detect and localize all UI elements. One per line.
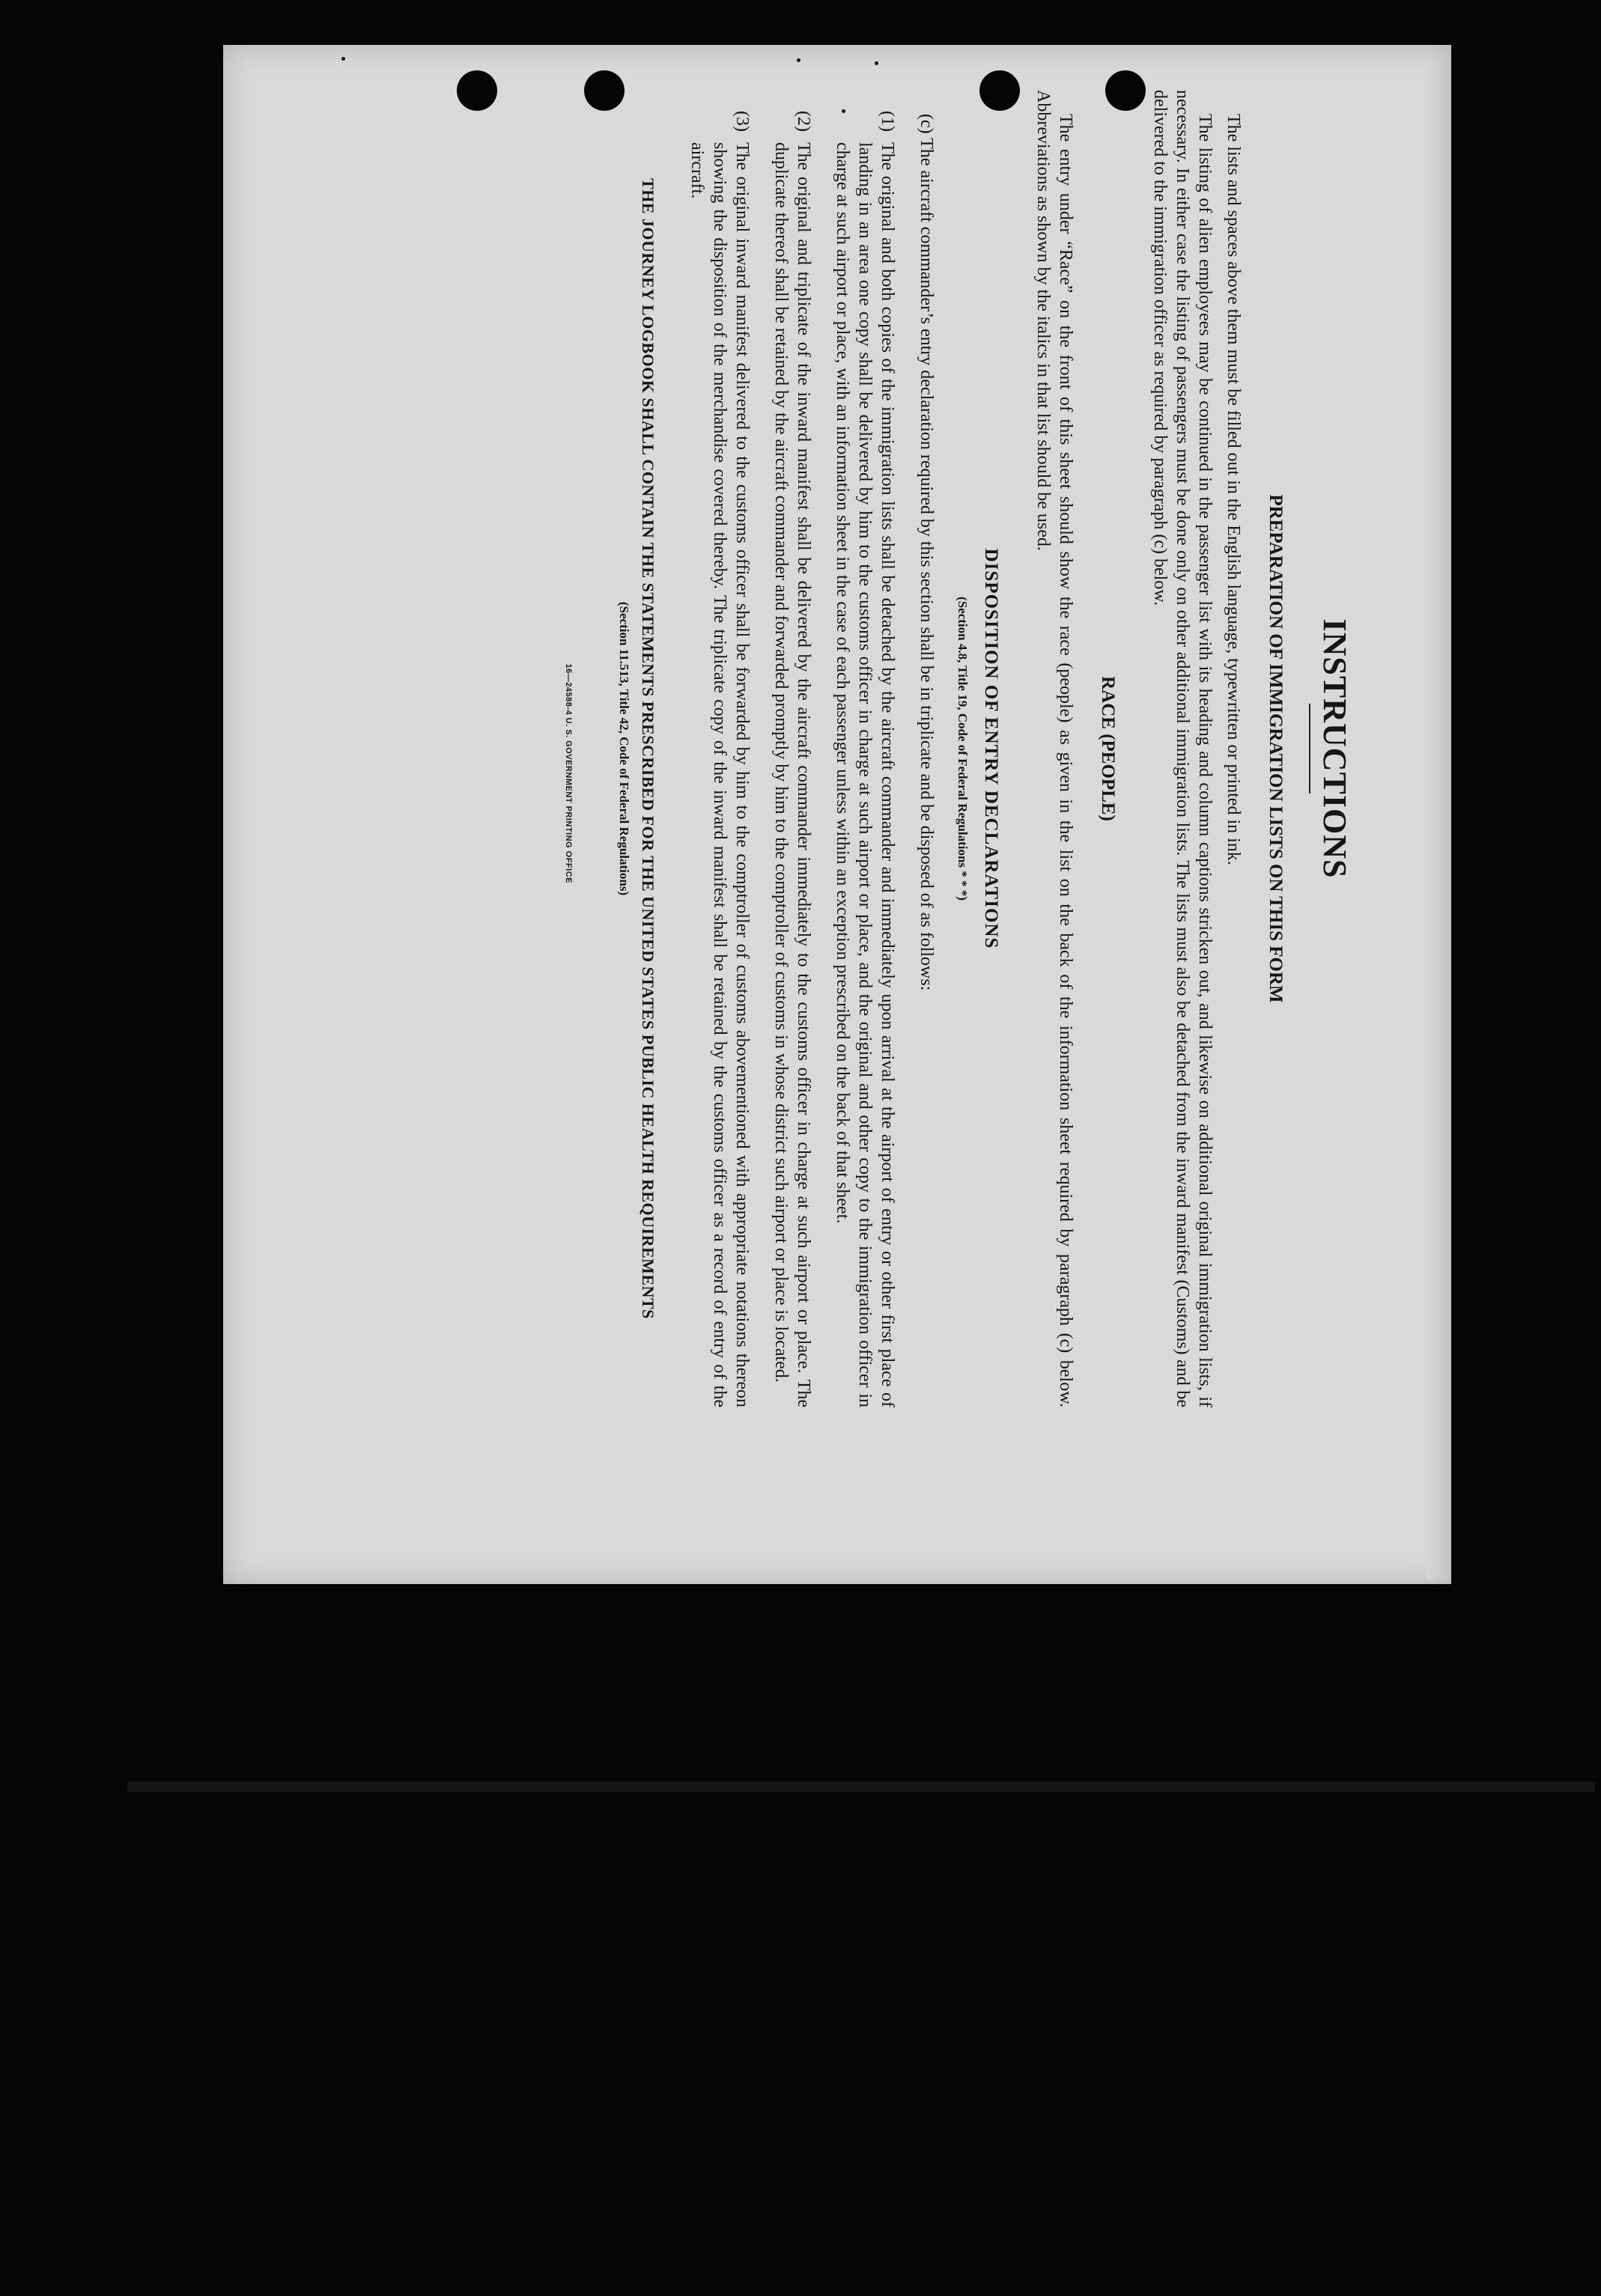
- section-heading-preparation: PREPARATION OF IMMIGRATION LISTS ON THIS FORM: [1266, 494, 1286, 1003]
- footer-reference: (Section 11.513, Title 42, Code of Federal Regulations): [617, 601, 631, 896]
- paragraph: The entry under “Race” on the front of this sheet should show the race (people) as given in the list on the back of the information sheet required by paragraph (c) below. Abbreviations as shown by the italics in that list should be used.: [1033, 90, 1075, 1407]
- race-paragraphs: [1032, 90, 1077, 1407]
- paragraph: The listing of alien employees may be continued in the passenger list with its heading and column captions stricken out, and likewise on additional original immigration lists, if necessary. In either case the listing of passengers must be done only on other additional immigration lists. The lists must also be detached from the inward manifest (Customs) and be delivered to the immigration officer as required by paragraph (c) below.: [1150, 90, 1215, 1407]
- speck: [875, 61, 878, 65]
- instructions-content: [232, 90, 1355, 1407]
- disposition-intro: (c) The aircraft commander’s entry declaration required by this section shall be in triplicate and be disposed of as follows:: [917, 114, 936, 991]
- footer-statement: THE JOURNEY LOGBOOK SHALL CONTAIN THE STATEMENTS PRESCRIBED FOR THE UNITED STATES PUBLIC HEALTH REQUIREMENTS: [639, 178, 657, 1319]
- scan-artifact-band: [127, 1782, 1595, 1792]
- page-edge-shadow: [1427, 60, 1451, 1580]
- preparation-paragraphs: [1149, 90, 1245, 1407]
- list-number: (3): [732, 111, 752, 132]
- page-title: INSTRUCTIONS: [1316, 618, 1353, 879]
- speck: [341, 57, 345, 61]
- title-rule: [1309, 704, 1310, 794]
- list-text: The original inward manifest delivered to the customs officer shall be forwarded by him to the comptroller of customs abovementioned with appropriate notations thereon showing the disposition of the merchandise covered thereby. The triplicate copy of the inward manifest shall be retained by the customs officer as a record of entry of the aircraft.: [687, 142, 752, 1407]
- list-item: [686, 90, 753, 1407]
- speck: [797, 58, 800, 62]
- list-text: The original and both copies of the immigration lists shall be detached by the aircraft commander and immediately upon arrival at the airport of entry or other first place of landing in an area one copy shall be delivered by him to the customs officer in charge at such airport or place, and the original and other copy to the immigration officer in charge at such airport or place, with an information sheet in the case of each passenger unless within an exception prescribed on the back of that sheet.: [833, 142, 897, 1407]
- list-text: The original and triplicate of the inward manifest shall be delivered by the aircraft commander immediately to the customs officer in charge at such airport or place. The duplicate thereof shall be retained by the aircraft commander and forwarded promptly by him to the comptroller of customs in whose district such airport or place is located.: [771, 142, 813, 1407]
- section-heading-race: RACE (PEOPLE): [1098, 676, 1118, 821]
- list-number: (1): [878, 111, 897, 132]
- section-subheading: (Section 4.8, Title 19, Code of Federal Regulations * * *): [956, 597, 970, 901]
- paragraph: The lists and spaces above them must be filled out in the English language, typewritten or printed in ink.: [1224, 114, 1243, 865]
- list-item: [770, 90, 815, 1407]
- section-heading-disposition: DISPOSITION OF ENTRY DECLARATIONS: [981, 548, 1001, 949]
- list-item: [831, 90, 899, 1407]
- list-number: (2): [794, 111, 813, 132]
- printer-imprint: 16—24588-4 U. S. GOVERNMENT PRINTING OFFICE: [564, 663, 573, 883]
